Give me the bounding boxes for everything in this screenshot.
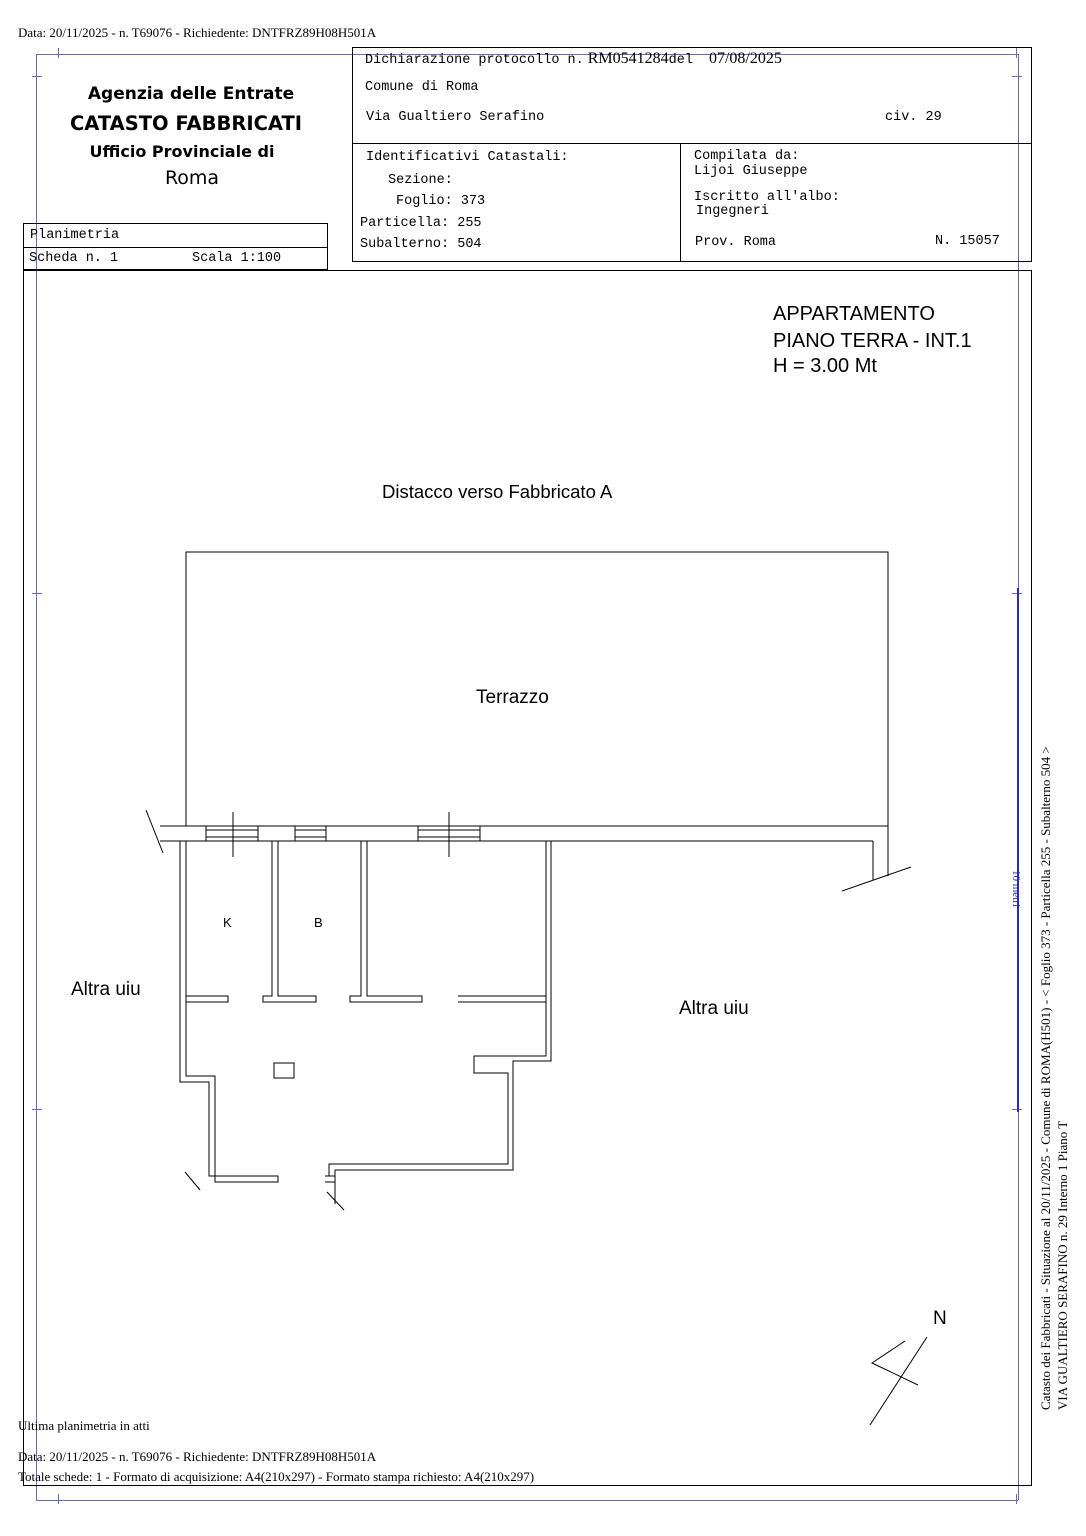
foglio: Foglio: 373 <box>396 194 486 209</box>
altra-uiu-right: Altra uiu <box>679 998 749 1019</box>
ultima-planimetria: Ultima planimetria in atti <box>18 1418 150 1433</box>
terrace-outline <box>186 552 888 826</box>
terrazzo-label: Terrazzo <box>476 687 549 708</box>
distacco-label: Distacco verso Fabbricato A <box>382 481 613 502</box>
albo-value: Ingegneri <box>696 204 769 219</box>
comune: Comune di Roma <box>365 80 479 95</box>
request-header: Data: 20/11/2025 - n. T69076 - Richiedente: DNTFRZ89H08H501A <box>18 25 377 40</box>
compiler-name: Lijoi Giuseppe <box>694 164 808 179</box>
cut-line <box>146 810 163 853</box>
north-label: N <box>933 1308 947 1329</box>
cut-line <box>185 1172 200 1190</box>
sezione: Sezione: <box>388 173 453 188</box>
agency-city: Roma <box>164 167 220 189</box>
room-b-label: B <box>314 915 323 930</box>
plan-title-2: PIANO TERRA - INT.1 <box>773 330 972 352</box>
agency-catasto: CATASTO FABBRICATI <box>69 112 303 135</box>
street-address: Via Gualtiero Serafino <box>366 110 545 125</box>
wall-left <box>180 841 278 1182</box>
subalterno: Subalterno: 504 <box>360 237 482 252</box>
north-arrow-line <box>870 1337 927 1425</box>
plan-title-1: APPARTAMENTO <box>773 303 935 325</box>
agency-name: Agenzia delle Entrate <box>87 84 295 104</box>
protocol-date: 07/08/2025 <box>708 50 782 67</box>
altra-uiu-left: Altra uiu <box>71 979 141 1000</box>
footer-totale-line: Totale schede: 1 - Formato di acquisizione: A4(210x297) - Formato stampa richiesto: A4(210x297) <box>18 1469 535 1484</box>
side-text-line2: VIA GUALTIERO SERAFINO n. 29 Interno 1 Piano T <box>1055 1120 1070 1410</box>
scale-bar-label: 10 metri <box>1010 870 1022 907</box>
protocol-number: RM0541284 <box>587 50 669 67</box>
footer-data-line: Data: 20/11/2025 - n. T69076 - Richiedente: DNTFRZ89H08H501A <box>18 1449 377 1464</box>
albo-label: Iscritto all'albo: <box>694 190 840 205</box>
compiler-label: Compilata da: <box>694 149 800 164</box>
north-arrow-head <box>872 1341 918 1385</box>
province: Prov. Roma <box>695 235 777 250</box>
partition <box>186 996 228 1002</box>
room-k-label: K <box>223 915 232 930</box>
protocol-label: Dichiarazione protocollo n. <box>365 53 584 68</box>
particella: Particella: 255 <box>360 216 482 231</box>
registration-number: N. 15057 <box>935 234 1000 249</box>
planimetria-title: Planimetria <box>30 228 120 243</box>
partition <box>263 841 316 1002</box>
partition <box>350 841 422 1002</box>
side-text-line1: Catasto dei Fabbricati - Situazione al 20/11/2025 - Comune di ROMA(H501) - < Foglio 373 - Particella 255 - Subalterno 504 > <box>1038 746 1053 1410</box>
scala-label: Scala 1:100 <box>192 251 282 266</box>
agency-office: Ufficio Provinciale di <box>89 142 275 161</box>
identifiers-title: Identificativi Catastali: <box>366 150 569 165</box>
column <box>274 1063 294 1078</box>
scheda-label: Scheda n. 1 <box>29 251 119 266</box>
civic-number: civ. 29 <box>885 110 942 125</box>
partition <box>458 996 546 1002</box>
protocol-del: del <box>668 53 693 68</box>
plan-title-3: H = 3.00 Mt <box>773 355 877 377</box>
cut-line <box>842 867 911 891</box>
